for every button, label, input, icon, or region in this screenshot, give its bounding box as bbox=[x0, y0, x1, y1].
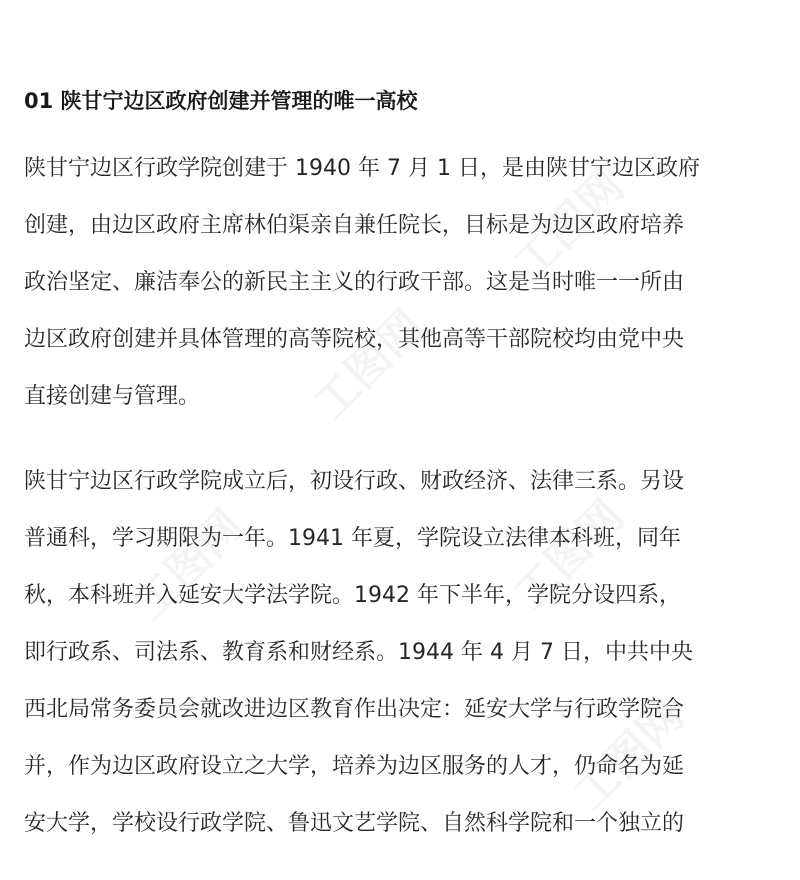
article bbox=[24, 81, 784, 880]
text-line: 并，作为边区政府设立之大学，培养为边区服务的人才，仍命名为延 bbox=[24, 754, 685, 779]
paragraph-intro bbox=[24, 140, 784, 425]
text-line: 陕甘宁边区行政学院创建于 1940 年 7 月 1 日，是由陕甘宁边区政府 bbox=[24, 156, 700, 181]
text-line: 安大学，学校设行政学院、鲁迅文艺学院、自然科学院和一个独立的 bbox=[24, 811, 685, 836]
text-line: 直接创建与管理。 bbox=[24, 384, 201, 409]
text-line: 陕甘宁边区行政学院成立后，初设行政、财政经济、法律三系。另设 bbox=[24, 469, 685, 494]
text-line: 创建，由边区政府主席林伯渠亲自兼任院长，目标是为边区政府培养 bbox=[24, 213, 685, 238]
text-line: 边区政府创建并具体管理的高等院校，其他高等干部院校均由党中央 bbox=[24, 327, 685, 352]
text-line: 即行政系、司法系、教育系和财经系。1944 年 4 月 7 日，中共中央 bbox=[24, 640, 693, 665]
text-line: 秋，本科班并入延安大学法学院。1942 年下半年，学院分设四系， bbox=[24, 583, 681, 608]
section-heading: 01 陕甘宁边区政府创建并管理的唯一高校 bbox=[24, 89, 418, 113]
text-line: 普通科，学习期限为一年。1941 年夏，学院设立法律本科班，同年 bbox=[24, 526, 681, 551]
text-line: 政治坚定、廉洁奉公的新民主主义的行政干部。这是当时唯一一所由 bbox=[24, 270, 685, 295]
text-line: 西北局常务委员会就改进边区教育作出决定：延安大学与行政学院合 bbox=[24, 697, 685, 722]
paragraph-history bbox=[24, 453, 784, 852]
